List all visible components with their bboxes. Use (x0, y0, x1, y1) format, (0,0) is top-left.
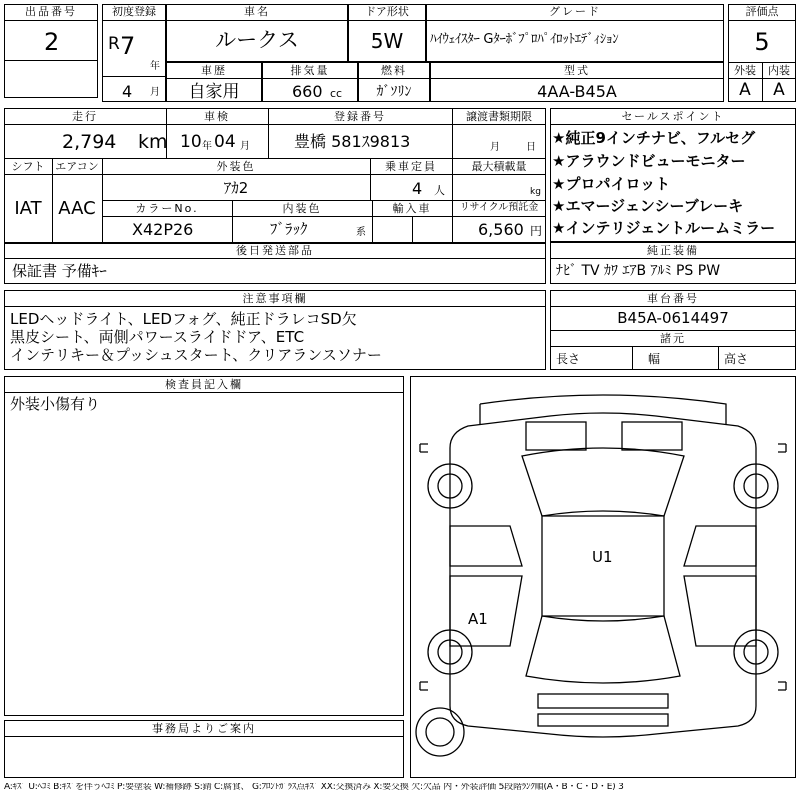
ext-color-value: ｱｶ2 (223, 179, 249, 197)
inspector-label: 検査員記入欄 (165, 378, 243, 391)
later-parts-label: 後日発送部品 (236, 244, 314, 257)
int-color-label: 内装色 (282, 202, 322, 215)
car-door-right-rear (684, 576, 756, 646)
dimensions-height: 高さ (724, 352, 749, 366)
displacement-label: 排気量 (290, 64, 330, 77)
car-name-label: 車名 (244, 5, 270, 18)
equipment-label: 純正装備 (647, 244, 699, 257)
transfer-month-unit: 月 (490, 142, 500, 153)
chassis-label: 車台番号 (647, 292, 699, 305)
inspection-year-unit: 年 (202, 141, 212, 152)
sales-point-3: ★プロパイロット (552, 175, 671, 193)
car-door-left-front (450, 526, 522, 566)
inspector-value: 外装小傷有り (10, 395, 101, 413)
damage-mark-side: A1 (468, 610, 488, 628)
legend: A:ｷｽﾞ U:ﾍｺﾐ B:ｷｽﾞを伴うﾍｺﾐ P:要塗装 W:補修跡 S:錆 C:腐食、 G:ﾌﾛﾝﾄｶﾞﾗｽ点ｷｽﾞ XX:交換済み X:要交換 欠:欠品 内・外装評価 5段階ﾗﾝｸ順(A・B・C・D・E) 3 (4, 783, 624, 792)
fuel-value: ｶﾞｿﾘﾝ (376, 84, 412, 100)
sales-point-2: ★アラウンドビューモニター (552, 152, 746, 170)
fuel-label: 燃料 (381, 64, 407, 77)
ext-color-label: 外装色 (216, 160, 256, 173)
capacity-value: 4 (412, 179, 423, 198)
car-door-right-front (684, 526, 756, 566)
aircon-value: AAC (58, 198, 96, 219)
displacement-value: 660 (292, 82, 323, 101)
recycle-label: リサイクル預託金 (459, 202, 539, 213)
spare-tire (416, 708, 464, 756)
car-headlamp-left (526, 422, 586, 450)
aircon-label: エアコン (55, 160, 99, 173)
car-rear-window (526, 616, 680, 683)
car-windscreen (522, 448, 684, 516)
mileage-label: 走行 (72, 110, 98, 123)
first-reg-year-unit: 年 (150, 61, 160, 72)
grade-value: ﾊｲｳｪｲｽﾀｰ Gﾀｰﾎﾞﾌﾟﾛﾊﾟｲﾛｯﾄｴﾃﾞｨｼｮﾝ (430, 32, 619, 47)
later-parts-value: 保証書 予備ｷｰ (12, 262, 107, 280)
equipment-value: ﾅﾋﾞ TV ｶﾜ ｴｱB ｱﾙﾐ PS PW (556, 263, 721, 279)
import-label: 輸入車 (392, 202, 432, 215)
shift-value: IAT (14, 198, 42, 219)
door-type: 5W (370, 29, 404, 53)
color-no-label: カラーNo. (135, 202, 199, 215)
capacity-label: 乗車定員 (385, 160, 437, 173)
first-reg-month-unit: 月 (150, 87, 160, 98)
int-color-suffix: 系 (356, 227, 366, 238)
notes-line-3: インテリキー＆プッシュスタート、クリアランスソナー (10, 346, 382, 364)
mileage-unit: km (138, 131, 168, 153)
inspector-box (4, 376, 404, 716)
interior-grade: A (773, 80, 785, 100)
door-label: ドア形状 (365, 5, 409, 18)
score-label: 評価点 (745, 5, 779, 18)
dimensions-length: 長さ (556, 352, 581, 366)
model-label: 型式 (564, 64, 590, 77)
notes-label: 注意事項欄 (242, 292, 308, 305)
sales-point-5: ★インテリジェントルームミラー (552, 219, 776, 237)
capacity-unit: 人 (434, 184, 445, 197)
int-color-value: ﾌﾞﾗｯｸ (270, 220, 308, 238)
notes-line-2: 黒皮シート、両側パワースライドドア、ETC (10, 328, 305, 346)
dimensions-label: 諸元 (660, 332, 686, 345)
first-reg-label: 初度登録 (112, 5, 156, 18)
exterior-grade: A (739, 80, 751, 100)
mileage-value: 2,794 (62, 131, 117, 153)
history-value: 自家用 (188, 82, 240, 102)
sales-points-label: セールスポイント (621, 110, 725, 123)
first-reg-year: 7 (120, 32, 136, 60)
recycle-value: 6,560 (478, 220, 524, 239)
car-headlamp-right (622, 422, 682, 450)
sales-point-1: ★純正9インチナビ、フルセグ (552, 129, 756, 147)
transfer-day-unit: 日 (526, 142, 536, 153)
car-diagram (410, 376, 796, 778)
damage-mark-roof: U1 (592, 548, 613, 566)
inspection-label: 車検 (204, 110, 230, 123)
chassis-value: B45A-0614497 (617, 309, 729, 327)
history-label: 車歴 (201, 64, 227, 77)
lot-label: 出品番号 (25, 5, 77, 18)
first-reg-era: R (108, 34, 120, 54)
car-body-outline (450, 413, 756, 737)
displacement-unit: cc (330, 87, 343, 100)
inspection-year: 10 (180, 132, 202, 152)
interior-grade-label: 内装 (768, 64, 790, 77)
first-reg-month: 4 (122, 82, 133, 101)
inspection-month: 04 (214, 132, 236, 152)
lot-number: 2 (44, 28, 60, 56)
shift-label: シフト (11, 160, 45, 173)
score-value: 5 (754, 28, 770, 56)
car-roof (542, 516, 664, 616)
exterior-grade-label: 外装 (734, 64, 756, 77)
transfer-deadline-label: 譲渡書類期限 (466, 110, 532, 123)
sales-point-4: ★エマージェンシーブレーキ (552, 197, 744, 215)
inspection-month-unit: 月 (240, 141, 250, 152)
model-value: 4AA-B45A (537, 82, 617, 101)
max-load-unit: kg (530, 187, 541, 197)
recycle-unit: 円 (530, 224, 543, 238)
max-load-label: 最大積載量 (471, 160, 527, 173)
office-label: 事務局よりご案内 (152, 722, 256, 735)
dimensions-width: 幅 (648, 352, 661, 366)
notes-line-1: LEDヘッドライト、LEDフォグ、純正ドラレコSD欠 (10, 310, 357, 328)
grade-label: グレード (549, 5, 601, 18)
car-name: ルークス (215, 28, 299, 52)
color-no-value: X42P26 (132, 220, 194, 239)
car-rear-gate (538, 694, 668, 708)
reg-no-value: 豊橋 581ｽ9813 (294, 132, 411, 151)
car-rear-bumper (538, 714, 668, 726)
reg-no-label: 登録番号 (334, 110, 386, 123)
